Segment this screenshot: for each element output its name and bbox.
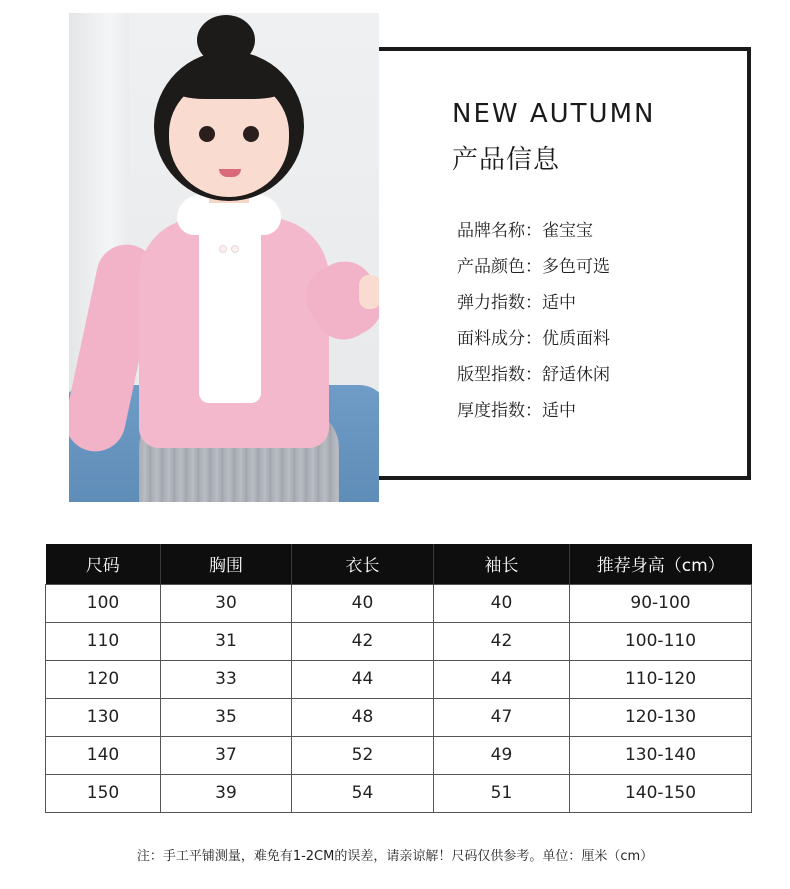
eye [199, 126, 215, 142]
table-cell: 54 [292, 774, 434, 812]
bangs [171, 65, 287, 99]
pearl-button [231, 245, 239, 253]
info-value: 舒适休闲 [542, 365, 610, 385]
table-cell: 110-120 [570, 660, 752, 698]
table-cell: 39 [161, 774, 292, 812]
info-label: 产品颜色 [457, 257, 525, 277]
table-cell: 100-110 [570, 622, 752, 660]
info-row-brand [457, 213, 610, 249]
table-cell: 42 [292, 622, 434, 660]
info-value: 优质面料 [542, 329, 610, 349]
table-cell: 42 [434, 622, 570, 660]
table-cell: 35 [161, 698, 292, 736]
table-cell: 110 [46, 622, 161, 660]
info-label: 品牌名称 [457, 221, 525, 241]
info-value: 适中 [542, 401, 576, 421]
info-label: 版型指数 [457, 365, 525, 385]
table-cell: 44 [292, 660, 434, 698]
table-cell: 44 [434, 660, 570, 698]
eye [243, 126, 259, 142]
info-separator: ： [525, 293, 542, 313]
table-row [46, 584, 752, 622]
info-row-thickness [457, 393, 610, 429]
table-cell: 150 [46, 774, 161, 812]
table-cell: 40 [292, 584, 434, 622]
table-cell: 120 [46, 660, 161, 698]
header-height: 推荐身高（cm） [570, 544, 752, 584]
table-row [46, 736, 752, 774]
table-cell: 120-130 [570, 698, 752, 736]
info-separator: ： [525, 365, 542, 385]
table-row [46, 622, 752, 660]
table-cell: 31 [161, 622, 292, 660]
table-cell: 30 [161, 584, 292, 622]
table-cell: 33 [161, 660, 292, 698]
size-chart-table [45, 544, 752, 813]
info-row-color [457, 249, 610, 285]
info-value: 适中 [542, 293, 576, 313]
info-value: 雀宝宝 [542, 221, 593, 241]
info-label: 厚度指数 [457, 401, 525, 421]
measurement-note: 注：手工平铺测量，难免有1-2CM的误差，请亲谅解！尺码仅供参考。单位：厘米（cm） [136, 849, 654, 864]
table-cell: 90-100 [570, 584, 752, 622]
table-cell: 130-140 [570, 736, 752, 774]
table-row [46, 698, 752, 736]
table-row [46, 660, 752, 698]
product-photo [69, 13, 379, 502]
info-row-fabric [457, 321, 610, 357]
info-separator: ： [525, 329, 542, 349]
info-label: 面料成分 [457, 329, 525, 349]
info-separator: ： [525, 221, 542, 241]
table-cell: 48 [292, 698, 434, 736]
header-sleeve: 袖长 [434, 544, 570, 584]
table-cell: 140 [46, 736, 161, 774]
hand [359, 275, 379, 309]
subhead: 产品信息 [452, 145, 561, 175]
info-value: 多色可选 [542, 257, 610, 277]
info-list [457, 213, 610, 429]
info-row-fit [457, 357, 610, 393]
pearl-button [219, 245, 227, 253]
table-cell: 52 [292, 736, 434, 774]
table-cell: 130 [46, 698, 161, 736]
table-cell: 51 [434, 774, 570, 812]
header-chest: 胸围 [161, 544, 292, 584]
table-cell: 49 [434, 736, 570, 774]
table-cell: 47 [434, 698, 570, 736]
info-separator: ： [525, 401, 542, 421]
table-cell: 37 [161, 736, 292, 774]
info-row-elasticity [457, 285, 610, 321]
info-label: 弹力指数 [457, 293, 525, 313]
product-info-panel [379, 47, 751, 480]
table-cell: 100 [46, 584, 161, 622]
info-separator: ： [525, 257, 542, 277]
header-size: 尺码 [46, 544, 161, 584]
table-cell: 140-150 [570, 774, 752, 812]
white-shirt [199, 213, 261, 403]
table-header-row [46, 544, 752, 584]
headline: NEW AUTUMN [452, 99, 656, 129]
table-row [46, 774, 752, 812]
table-cell: 40 [434, 584, 570, 622]
header-length: 衣长 [292, 544, 434, 584]
